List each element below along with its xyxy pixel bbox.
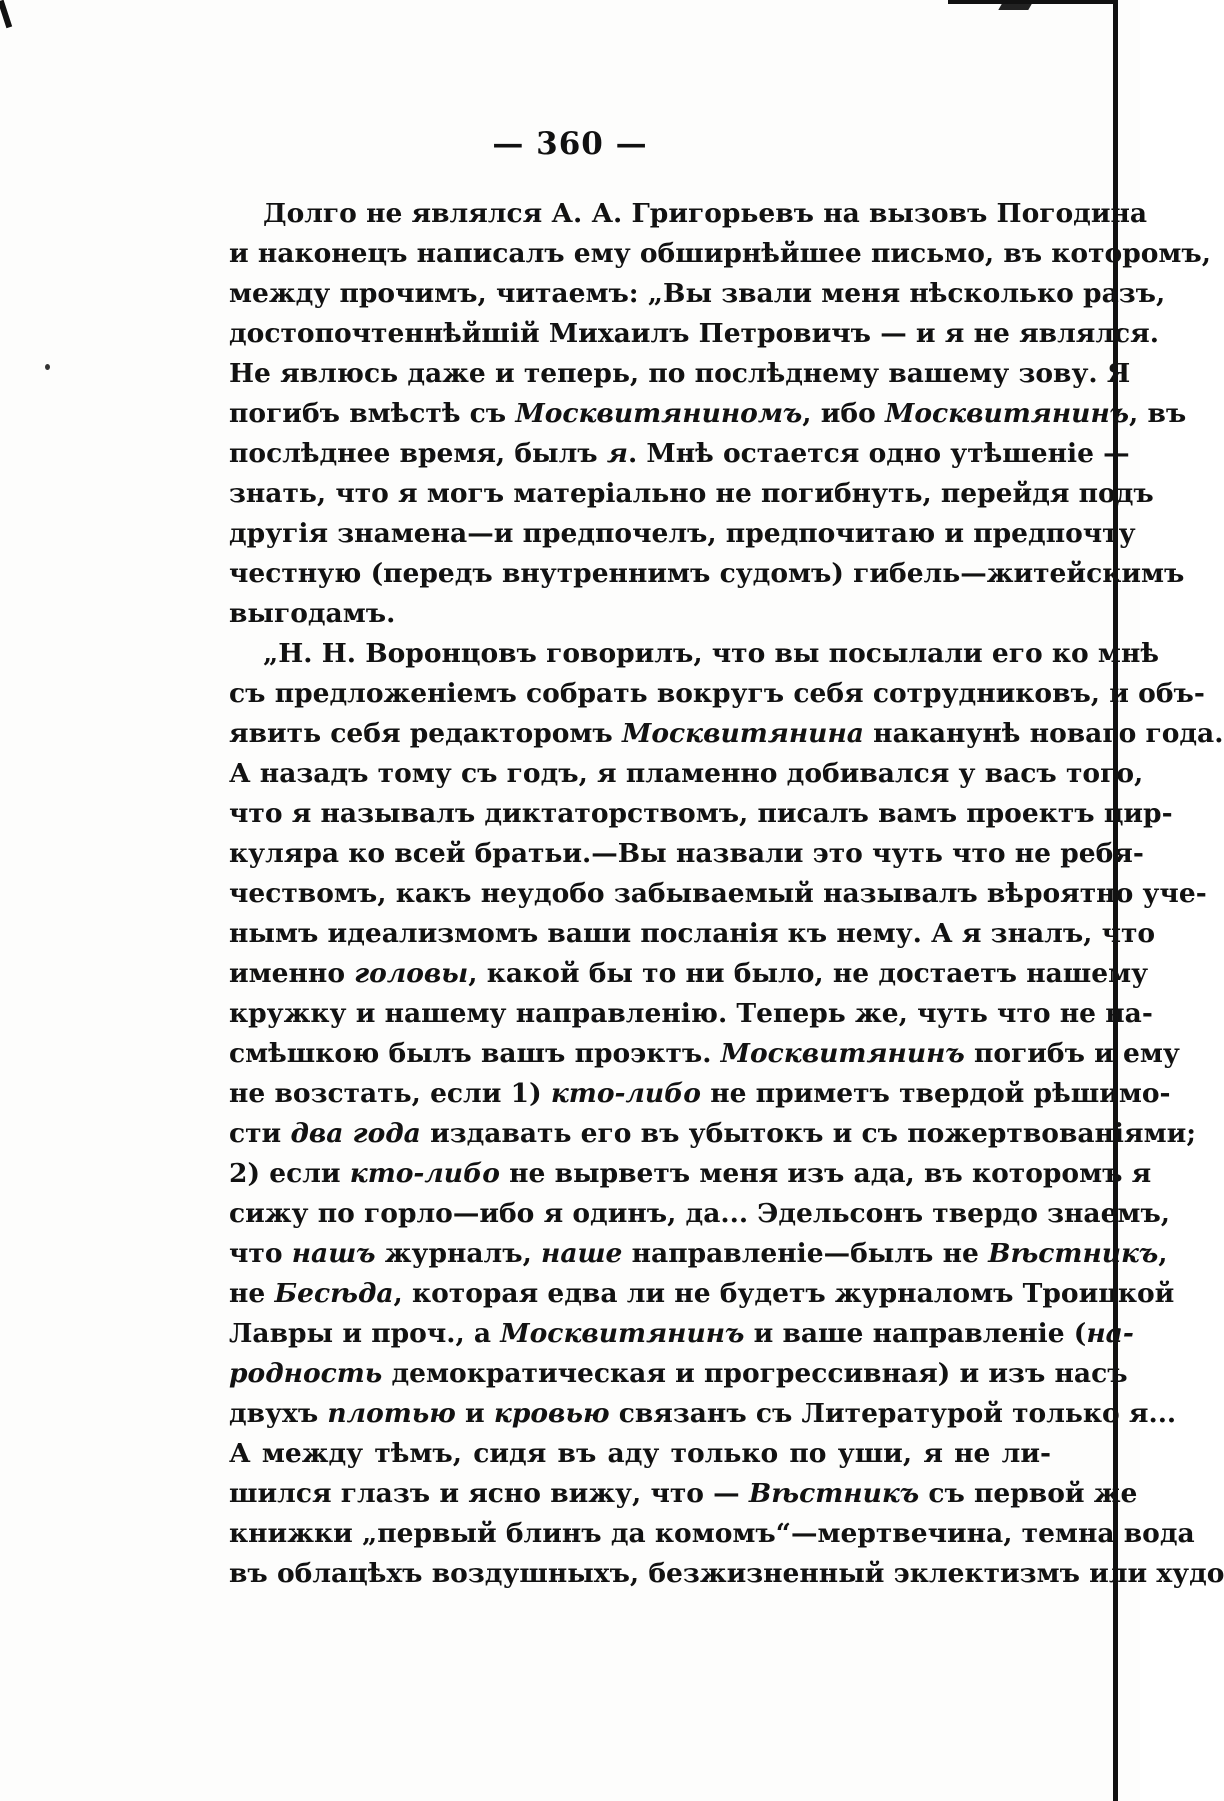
text-segment: не <box>229 1278 275 1309</box>
text-line <box>229 914 1156 954</box>
text-segment: явить себя редакторомъ <box>229 718 622 749</box>
text-segment: двухъ <box>229 1398 328 1429</box>
text-segment: другія знамена—и предпочелъ, предпочитаю и предпочту <box>229 518 1136 549</box>
text-segment: шился глазъ и ясно вижу, что — <box>229 1478 749 1509</box>
text-segment: честную (передъ внутреннимъ судомъ) гибель—житейскимъ <box>229 558 1185 589</box>
text-line <box>229 1514 1195 1554</box>
text-segment: между прочимъ, читаемъ: „Вы звали меня нѣсколько разъ, <box>229 278 1166 309</box>
text-line <box>229 874 1207 914</box>
text-line <box>229 674 1205 714</box>
text-italic-segment: нашъ <box>291 1238 376 1269</box>
text-line <box>229 754 1144 794</box>
text-segment: , въ <box>1129 398 1187 429</box>
text-italic-segment: кровью <box>493 1398 610 1429</box>
text-segment: , <box>1158 1238 1168 1269</box>
text-segment: погибъ и ему <box>964 1038 1180 1069</box>
text-italic-segment: Вѣстникъ <box>988 1238 1159 1269</box>
text-segment: что <box>229 1238 292 1269</box>
text-line <box>229 434 1130 474</box>
text-italic-segment: Москвитянинъ <box>720 1038 965 1069</box>
text-line <box>229 1354 1128 1394</box>
text-segment: послѣднее время, былъ <box>229 438 607 469</box>
text-segment: куляра ко всей братьи.—Вы назвали это чуть что не ребя- <box>229 838 1144 869</box>
text-italic-segment: Москвитяниномъ <box>515 398 803 429</box>
text-line <box>229 1394 1177 1434</box>
text-italic-segment: родность <box>229 1358 383 1389</box>
text-segment: не приметъ твердой рѣшимо- <box>700 1078 1171 1109</box>
text-segment: не возстать, если 1) <box>229 1078 551 1109</box>
text-line <box>229 794 1173 834</box>
text-segment: „Н. Н. Воронцовъ говорилъ, что вы посылали его ко мнѣ <box>263 638 1159 669</box>
text-segment: не вырветъ меня изъ ада, въ которомъ я <box>499 1158 1152 1189</box>
text-line <box>229 1274 1175 1314</box>
text-italic-segment: Москвитянина <box>621 718 864 749</box>
text-segment: , которая едва ли не будетъ журналомъ Троицкой <box>393 1278 1175 1309</box>
text-segment: погибъ вмѣстѣ съ <box>229 398 516 429</box>
text-line <box>229 1434 1051 1474</box>
text-line <box>229 514 1136 554</box>
text-line <box>229 554 1185 594</box>
text-segment: журналъ, <box>375 1238 542 1269</box>
text-segment: и <box>455 1398 494 1429</box>
text-segment: достопочтеннѣйшій Михаилъ Петровичъ — и я не являлся. <box>229 318 1159 349</box>
text-segment: съ первой же <box>919 1478 1138 1509</box>
body-text <box>229 194 1224 1594</box>
scan-artifact-top-edge <box>948 0 1118 4</box>
text-italic-segment: Бесѣда <box>274 1278 394 1309</box>
text-segment: книжки „первый блинъ да комомъ“—мертвечина, темна вода <box>229 1518 1195 1549</box>
text-segment: знать, что я могъ матеріально не погибнуть, перейдя подъ <box>229 478 1154 509</box>
text-segment: . Мнѣ остается одно утѣшеніе — <box>627 438 1130 469</box>
text-segment: связанъ съ Литературой только я... <box>609 1398 1177 1429</box>
text-segment: Долго не являлся А. А. Григорьевъ на вызовъ Погодина <box>263 198 1148 229</box>
text-line <box>229 234 1211 274</box>
text-line <box>229 354 1131 394</box>
page-number: — 360 — <box>492 126 648 162</box>
text-segment: сти <box>229 1118 291 1149</box>
text-italic-segment: Москвитянинъ <box>884 398 1130 429</box>
text-line <box>229 314 1159 354</box>
text-italic-segment: наше <box>541 1238 623 1269</box>
text-italic-segment: головы <box>354 958 469 989</box>
text-segment: 2) если <box>229 1158 350 1189</box>
text-segment: и ваше направленіе ( <box>744 1318 1087 1349</box>
text-segment: съ предложеніемъ собрать вокругъ себя сотрудниковъ, и объ- <box>229 678 1205 709</box>
text-line <box>229 1474 1138 1514</box>
text-italic-segment: два года <box>290 1118 421 1149</box>
text-italic-segment: на- <box>1086 1318 1134 1349</box>
text-segment: наканунѣ новаго года. <box>863 718 1224 749</box>
scan-artifact-dot <box>45 364 50 370</box>
text-segment: А назадъ тому съ годъ, я пламенно добивался у васъ того, <box>229 758 1144 789</box>
text-segment: и наконецъ написалъ ему обширнѣйшее письмо, въ которомъ, <box>229 238 1211 269</box>
text-segment: направленіе—былъ не <box>622 1238 989 1269</box>
text-line <box>229 1034 1180 1074</box>
text-segment: кружку и нашему направленію. Теперь же, чуть что не на- <box>229 998 1153 1029</box>
text-segment: выгодамъ. <box>229 598 396 629</box>
scan-artifact-tick <box>998 4 1031 10</box>
text-line <box>229 1234 1168 1274</box>
text-line <box>229 634 1159 674</box>
text-line <box>229 394 1187 434</box>
text-segment: именно <box>229 958 355 989</box>
text-italic-segment: Вѣстникъ <box>748 1478 920 1509</box>
text-line <box>229 1194 1171 1234</box>
text-segment: въ облацѣхъ воздушныхъ, безжизненный эклектизмъ или худо <box>229 1558 1224 1589</box>
text-line <box>229 1314 1134 1354</box>
text-segment: смѣшкою былъ вашъ проэктъ. <box>229 1038 721 1069</box>
text-segment: Лавры и проч., а <box>229 1318 501 1349</box>
text-line <box>229 594 1051 634</box>
scan-artifact-mark <box>0 0 12 28</box>
text-segment: , ибо <box>802 398 885 429</box>
text-segment: демократическая и прогрессивная) и изъ насъ <box>382 1358 1128 1389</box>
text-segment: Не явлюсь даже и теперь, по послѣднему вашему зову. Я <box>229 358 1131 389</box>
text-line <box>229 834 1144 874</box>
text-line <box>229 954 1149 994</box>
text-segment: чествомъ, какъ неудобо забываемый называлъ вѣроятно уче- <box>229 878 1207 909</box>
text-segment: , какой бы то ни было, не достаетъ нашему <box>468 958 1149 989</box>
text-segment: нымъ идеализмомъ ваши посланія къ нему. А я зналъ, что <box>229 918 1156 949</box>
text-line <box>229 1554 1224 1594</box>
text-line <box>229 714 1224 754</box>
text-italic-segment: кто-либо <box>550 1078 701 1109</box>
text-line <box>229 1114 1197 1154</box>
text-line <box>229 1074 1171 1114</box>
text-segment: А между тѣмъ, сидя въ аду только по уши, я не ли- <box>229 1438 1051 1469</box>
text-italic-segment: кто-либо <box>349 1158 500 1189</box>
text-line <box>229 474 1154 514</box>
text-italic-segment: плотью <box>327 1398 456 1429</box>
text-italic-segment: Москвитянинъ <box>500 1318 745 1349</box>
text-segment: сижу по горло—ибо я одинъ, да... Эдельсонъ твердо знаемъ, <box>229 1198 1171 1229</box>
text-line <box>229 994 1153 1034</box>
text-line <box>229 194 1148 234</box>
text-line <box>229 274 1166 314</box>
text-line <box>229 1154 1152 1194</box>
text-segment: что я называлъ диктаторствомъ, писалъ вамъ проектъ цир- <box>229 798 1173 829</box>
text-segment: издавать его въ убытокъ и съ пожертвованіями; <box>420 1118 1197 1149</box>
text-italic-segment: я <box>606 438 628 469</box>
